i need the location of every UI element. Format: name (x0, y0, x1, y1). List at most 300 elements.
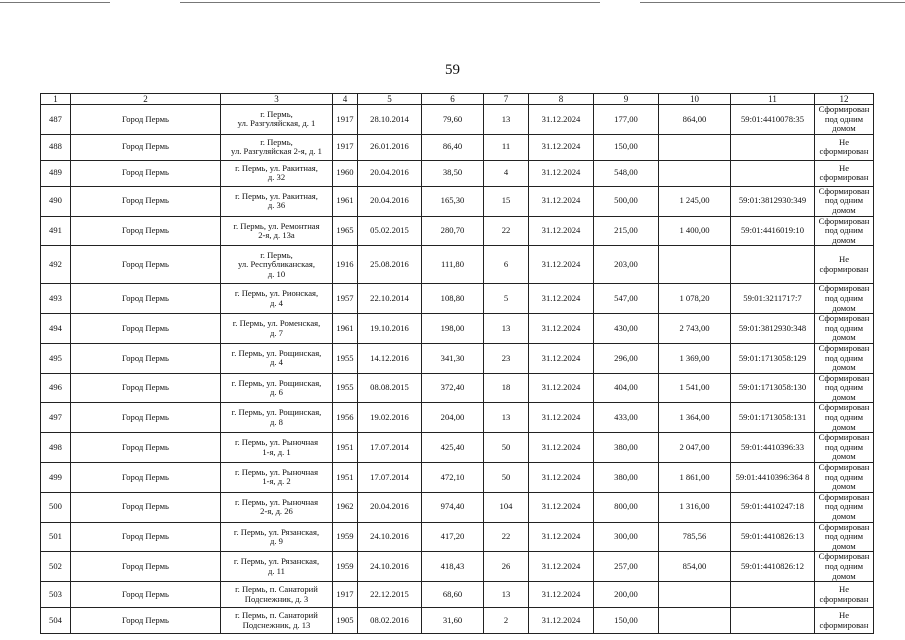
land-area-cell: 296,00 (594, 343, 659, 373)
year-cell: 1951 (333, 433, 358, 463)
cost-cell (659, 160, 731, 186)
row-number-cell: 502 (41, 552, 71, 582)
table-row (41, 284, 874, 314)
year-cell: 1951 (333, 463, 358, 493)
year-cell: 1965 (333, 216, 358, 246)
land-area-cell: 800,00 (594, 492, 659, 522)
column-header: 3 (221, 94, 333, 105)
table-row (41, 343, 874, 373)
land-area-cell: 150,00 (594, 608, 659, 634)
status-cell (815, 492, 874, 522)
deadline-cell: 31.12.2024 (529, 492, 594, 522)
address-cell (221, 373, 333, 403)
land-area-cell: 177,00 (594, 105, 659, 135)
date-cell: 24.10.2016 (358, 552, 422, 582)
cost-cell: 1 078,20 (659, 284, 731, 314)
address-cell (221, 105, 333, 135)
area-cell: 472,10 (422, 463, 484, 493)
cadastral-number-cell: 59:01:4410078:35 (731, 105, 815, 135)
address-line: г. Пермь, (260, 136, 293, 147)
land-area-cell: 430,00 (594, 314, 659, 344)
residents-cell: 5 (484, 284, 529, 314)
residents-cell: 13 (484, 403, 529, 433)
deadline-cell: 31.12.2024 (529, 284, 594, 314)
address-cell (221, 186, 333, 216)
deadline-cell: 31.12.2024 (529, 608, 594, 634)
cost-cell: 1 316,00 (659, 492, 731, 522)
cost-cell: 1 245,00 (659, 186, 731, 216)
date-cell: 28.10.2014 (358, 105, 422, 135)
status-line: под одним домом (824, 471, 864, 492)
scan-edge-line (0, 2, 110, 3)
status-line: Сформирован (818, 283, 870, 294)
status-cell (815, 343, 874, 373)
address-cell (221, 216, 333, 246)
year-cell: 1961 (333, 314, 358, 344)
area-cell: 974,40 (422, 492, 484, 522)
address-line: д. 9 (270, 535, 283, 546)
municipality-cell: Город Пермь (71, 403, 221, 433)
area-cell: 68,60 (422, 582, 484, 608)
address-cell (221, 343, 333, 373)
table-row (41, 134, 874, 160)
area-cell: 372,40 (422, 373, 484, 403)
cadastral-number-cell: 59:01:4410396:33 (731, 433, 815, 463)
residents-cell: 6 (484, 246, 529, 284)
table-row (41, 186, 874, 216)
address-cell (221, 160, 333, 186)
residents-cell: 18 (484, 373, 529, 403)
area-cell: 108,80 (422, 284, 484, 314)
scan-edge-line (180, 2, 600, 3)
table-row (41, 403, 874, 433)
address-line: 2-я, д. 13а (258, 229, 295, 240)
land-area-cell: 380,00 (594, 463, 659, 493)
status-line: Сформирован (818, 492, 870, 502)
residents-cell: 2 (484, 608, 529, 634)
cadastral-number-cell (731, 608, 815, 634)
row-number-cell: 498 (41, 433, 71, 463)
status-line: под одним домом (824, 441, 864, 462)
deadline-cell: 31.12.2024 (529, 186, 594, 216)
area-cell: 79,60 (422, 105, 484, 135)
address-line: г. Пермь, (260, 249, 293, 260)
address-line: г. Пермь, ул. Рыночная (234, 496, 319, 507)
residents-cell: 50 (484, 433, 529, 463)
status-line: Не сформирован (819, 162, 869, 183)
column-header: 1 (41, 94, 71, 105)
year-cell: 1917 (333, 582, 358, 608)
address-cell (221, 582, 333, 608)
deadline-cell: 31.12.2024 (529, 246, 594, 284)
cadastral-number-cell: 59:01:3812930:348 (731, 314, 815, 344)
area-cell: 280,70 (422, 216, 484, 246)
status-line: Не сформирован (819, 610, 869, 630)
address-cell (221, 608, 333, 634)
column-header: 9 (594, 94, 659, 105)
address-cell (221, 314, 333, 344)
row-number-cell: 488 (41, 134, 71, 160)
cadastral-number-cell: 59:01:1713058:130 (731, 373, 815, 403)
table-row (41, 160, 874, 186)
address-line: г. Пермь, ул. Ракитная, (235, 162, 318, 173)
year-cell: 1916 (333, 246, 358, 284)
status-cell (815, 314, 874, 344)
area-cell: 425,40 (422, 433, 484, 463)
address-line: г. Пермь, (260, 108, 293, 119)
deadline-cell: 31.12.2024 (529, 373, 594, 403)
table-row (41, 522, 874, 552)
address-line: г. Пермь, ул. Рощинская, (231, 377, 322, 388)
table-row (41, 246, 874, 284)
area-cell: 341,30 (422, 343, 484, 373)
status-line: Сформирован (818, 462, 870, 473)
deadline-cell: 31.12.2024 (529, 433, 594, 463)
residents-cell: 23 (484, 343, 529, 373)
date-cell: 20.04.2016 (358, 186, 422, 216)
address-cell (221, 463, 333, 493)
status-line: Сформирован (818, 522, 870, 532)
deadline-cell: 31.12.2024 (529, 522, 594, 552)
deadline-cell: 31.12.2024 (529, 160, 594, 186)
status-cell (815, 463, 874, 493)
column-header: 8 (529, 94, 594, 105)
status-line: под одним домом (824, 322, 864, 343)
status-cell (815, 160, 874, 186)
status-line: Сформирован (818, 216, 870, 226)
column-header: 6 (422, 94, 484, 105)
cost-cell (659, 608, 731, 634)
land-area-cell: 500,00 (594, 186, 659, 216)
status-cell (815, 552, 874, 582)
year-cell: 1959 (333, 522, 358, 552)
row-number-cell: 492 (41, 246, 71, 284)
cadastral-number-cell: 59:01:3211717:7 (731, 284, 815, 314)
area-cell: 38,50 (422, 160, 484, 186)
row-number-cell: 499 (41, 463, 71, 493)
address-line: г. Пермь, ул. Рыночная (234, 467, 319, 478)
address-line: г. Пермь, п. Санаторий (235, 610, 318, 621)
residents-cell: 11 (484, 134, 529, 160)
residents-cell: 13 (484, 105, 529, 135)
cost-cell: 854,00 (659, 552, 731, 582)
status-line: под одним домом (824, 292, 864, 313)
municipality-cell: Город Пермь (71, 246, 221, 284)
address-line: ул. Разгуляйская 2-я, д. 1 (231, 146, 322, 157)
cost-cell: 2 743,00 (659, 314, 731, 344)
date-cell: 24.10.2016 (358, 522, 422, 552)
deadline-cell: 31.12.2024 (529, 582, 594, 608)
status-line: под одним домом (824, 560, 864, 581)
status-cell (815, 246, 874, 284)
area-cell: 417,20 (422, 522, 484, 552)
status-line: Сформирован (818, 104, 870, 114)
deadline-cell: 31.12.2024 (529, 552, 594, 582)
cadastral-number-cell (731, 160, 815, 186)
row-number-cell: 491 (41, 216, 71, 246)
residents-cell: 4 (484, 160, 529, 186)
municipality-cell: Город Пермь (71, 160, 221, 186)
address-line: ул. Республиканская, (237, 259, 316, 270)
municipality-cell: Город Пермь (71, 492, 221, 522)
area-cell: 111,80 (422, 246, 484, 284)
column-header: 12 (815, 94, 874, 105)
year-cell: 1956 (333, 403, 358, 433)
status-line: Сформирован (818, 313, 870, 324)
municipality-cell: Город Пермь (71, 522, 221, 552)
address-line: г. Пермь, ул. Ремонтная (233, 220, 320, 231)
deadline-cell: 31.12.2024 (529, 314, 594, 344)
residents-cell: 13 (484, 314, 529, 344)
address-line: 1-я, д. 1 (262, 446, 291, 457)
cost-cell: 1 861,00 (659, 463, 731, 493)
year-cell: 1961 (333, 186, 358, 216)
cost-cell (659, 134, 731, 160)
status-line: под одним домом (824, 382, 864, 402)
status-cell (815, 284, 874, 314)
address-line: г. Пермь, ул. Рощинская, (231, 347, 322, 358)
column-header: 10 (659, 94, 731, 105)
table-row (41, 463, 874, 493)
municipality-cell: Город Пермь (71, 343, 221, 373)
cadastral-number-cell: 59:01:4410396:364 8 (731, 463, 815, 493)
residents-cell: 104 (484, 492, 529, 522)
residents-cell: 22 (484, 216, 529, 246)
deadline-cell: 31.12.2024 (529, 343, 594, 373)
deadline-cell: 31.12.2024 (529, 216, 594, 246)
address-line: Подснежник, д. 13 (242, 619, 311, 630)
row-number-cell: 503 (41, 582, 71, 608)
table-row (41, 582, 874, 608)
status-cell (815, 608, 874, 634)
row-number-cell: 493 (41, 284, 71, 314)
residents-cell: 26 (484, 552, 529, 582)
table-row (41, 492, 874, 522)
address-cell (221, 522, 333, 552)
date-cell: 20.04.2016 (358, 492, 422, 522)
year-cell: 1905 (333, 608, 358, 634)
land-area-cell: 433,00 (594, 403, 659, 433)
scan-edge-line (640, 2, 905, 3)
table-row (41, 552, 874, 582)
status-cell (815, 373, 874, 403)
address-line: г. Пермь, п. Санаторий (235, 584, 318, 595)
cost-cell (659, 582, 731, 608)
area-cell: 418,43 (422, 552, 484, 582)
status-line: Сформирован (818, 432, 870, 443)
municipality-cell: Город Пермь (71, 552, 221, 582)
address-line: д. 4 (270, 297, 283, 308)
row-number-cell: 494 (41, 314, 71, 344)
data-table (40, 93, 874, 634)
deadline-cell: 31.12.2024 (529, 105, 594, 135)
year-cell: 1955 (333, 343, 358, 373)
status-line: Сформирован (818, 186, 870, 196)
address-cell (221, 284, 333, 314)
deadline-cell: 31.12.2024 (529, 403, 594, 433)
cost-cell: 1 369,00 (659, 343, 731, 373)
status-cell (815, 134, 874, 160)
year-cell: 1917 (333, 105, 358, 135)
row-number-cell: 496 (41, 373, 71, 403)
row-number-cell: 497 (41, 403, 71, 433)
cadastral-number-cell: 59:01:4410826:12 (731, 552, 815, 582)
land-area-cell: 547,00 (594, 284, 659, 314)
cadastral-number-cell: 59:01:4410826:13 (731, 522, 815, 552)
status-line: Не сформирован (819, 584, 869, 604)
status-cell (815, 582, 874, 608)
status-cell (815, 403, 874, 433)
date-cell: 20.04.2016 (358, 160, 422, 186)
cost-cell: 864,00 (659, 105, 731, 135)
address-cell (221, 134, 333, 160)
table-row (41, 314, 874, 344)
table-row (41, 216, 874, 246)
status-cell (815, 433, 874, 463)
address-line: д. 4 (270, 357, 283, 368)
address-line: г. Пермь, ул. Ракитная, (235, 190, 318, 201)
area-cell: 31,60 (422, 608, 484, 634)
land-area-cell: 404,00 (594, 373, 659, 403)
address-line: г. Пермь, ул. Роменская, (232, 318, 321, 329)
municipality-cell: Город Пермь (71, 433, 221, 463)
date-cell: 08.08.2015 (358, 373, 422, 403)
address-line: г. Пермь, ул. Рионская, (234, 288, 319, 299)
land-area-cell: 215,00 (594, 216, 659, 246)
residents-cell: 13 (484, 582, 529, 608)
area-cell: 86,40 (422, 134, 484, 160)
table-row (41, 608, 874, 634)
table-row (41, 433, 874, 463)
status-line: под одним домом (824, 412, 864, 432)
cadastral-number-cell: 59:01:3812930:349 (731, 186, 815, 216)
address-line: д. 10 (267, 268, 286, 279)
row-number-cell: 501 (41, 522, 71, 552)
address-line: г. Пермь, ул. Рязанская, (233, 526, 320, 537)
address-line: д. 6 (270, 387, 283, 398)
row-number-cell: 504 (41, 608, 71, 634)
address-line: 1-я, д. 2 (262, 476, 291, 487)
address-line: д. 36 (267, 200, 286, 211)
land-area-cell: 203,00 (594, 246, 659, 284)
status-cell (815, 522, 874, 552)
status-line: под одним домом (824, 225, 864, 245)
address-line: д. 32 (267, 172, 286, 183)
date-cell: 14.12.2016 (358, 343, 422, 373)
municipality-cell: Город Пермь (71, 608, 221, 634)
cadastral-number-cell (731, 134, 815, 160)
municipality-cell: Город Пермь (71, 582, 221, 608)
deadline-cell: 31.12.2024 (529, 463, 594, 493)
area-cell: 198,00 (422, 314, 484, 344)
row-number-cell: 489 (41, 160, 71, 186)
row-number-cell: 490 (41, 186, 71, 216)
status-line: Сформирован (818, 373, 870, 383)
address-line: д. 7 (270, 327, 283, 338)
date-cell: 05.02.2015 (358, 216, 422, 246)
area-cell: 204,00 (422, 403, 484, 433)
column-header: 7 (484, 94, 529, 105)
row-number-cell: 487 (41, 105, 71, 135)
date-cell: 25.08.2016 (358, 246, 422, 284)
date-cell: 22.12.2015 (358, 582, 422, 608)
address-line: г. Пермь, ул. Рощинская, (231, 407, 322, 418)
status-line: Сформирован (818, 551, 870, 562)
address-line: д. 11 (268, 565, 285, 576)
cost-cell (659, 246, 731, 284)
date-cell: 17.07.2014 (358, 463, 422, 493)
address-line: г. Пермь, ул. Рыночная (234, 437, 319, 448)
row-number-cell: 500 (41, 492, 71, 522)
land-area-cell: 300,00 (594, 522, 659, 552)
cadastral-number-cell: 59:01:1713058:131 (731, 403, 815, 433)
address-cell (221, 403, 333, 433)
cadastral-number-cell: 59:01:4416019:10 (731, 216, 815, 246)
row-number-cell: 495 (41, 343, 71, 373)
table-row (41, 105, 874, 135)
status-cell (815, 105, 874, 135)
cost-cell: 1 400,00 (659, 216, 731, 246)
status-line: под одним домом (824, 352, 864, 373)
date-cell: 17.07.2014 (358, 433, 422, 463)
status-cell (815, 186, 874, 216)
municipality-cell: Город Пермь (71, 105, 221, 135)
status-line: под одним домом (824, 531, 864, 551)
status-line: Сформирован (818, 343, 870, 353)
area-cell: 165,30 (422, 186, 484, 216)
land-area-cell: 257,00 (594, 552, 659, 582)
date-cell: 19.10.2016 (358, 314, 422, 344)
date-cell: 19.02.2016 (358, 403, 422, 433)
status-line: Сформирован (818, 402, 870, 413)
cost-cell: 785,56 (659, 522, 731, 552)
status-line: Не сформирован (819, 136, 869, 157)
column-header: 5 (358, 94, 422, 105)
municipality-cell: Город Пермь (71, 284, 221, 314)
residents-cell: 50 (484, 463, 529, 493)
address-cell (221, 246, 333, 284)
cost-cell: 2 047,00 (659, 433, 731, 463)
municipality-cell: Город Пермь (71, 186, 221, 216)
cadastral-number-cell (731, 246, 815, 284)
cadastral-number-cell: 59:01:1713058:129 (731, 343, 815, 373)
year-cell: 1957 (333, 284, 358, 314)
year-cell: 1959 (333, 552, 358, 582)
municipality-cell: Город Пермь (71, 463, 221, 493)
status-line: Не сформирован (819, 254, 869, 274)
status-cell (815, 216, 874, 246)
date-cell: 08.02.2016 (358, 608, 422, 634)
cadastral-number-cell (731, 582, 815, 608)
municipality-cell: Город Пермь (71, 216, 221, 246)
date-cell: 26.01.2016 (358, 134, 422, 160)
cadastral-number-cell: 59:01:4410247:18 (731, 492, 815, 522)
land-area-cell: 380,00 (594, 433, 659, 463)
address-line: 2-я, д. 26 (260, 506, 293, 517)
land-area-cell: 548,00 (594, 160, 659, 186)
land-area-cell: 200,00 (594, 582, 659, 608)
land-area-cell: 150,00 (594, 134, 659, 160)
address-line: ул. Разгуляйская, д. 1 (237, 118, 316, 129)
column-header: 11 (731, 94, 815, 105)
address-cell (221, 492, 333, 522)
column-header: 2 (71, 94, 221, 105)
residents-cell: 22 (484, 522, 529, 552)
page-number: 59 (445, 62, 460, 78)
year-cell: 1962 (333, 492, 358, 522)
address-cell (221, 433, 333, 463)
municipality-cell: Город Пермь (71, 373, 221, 403)
